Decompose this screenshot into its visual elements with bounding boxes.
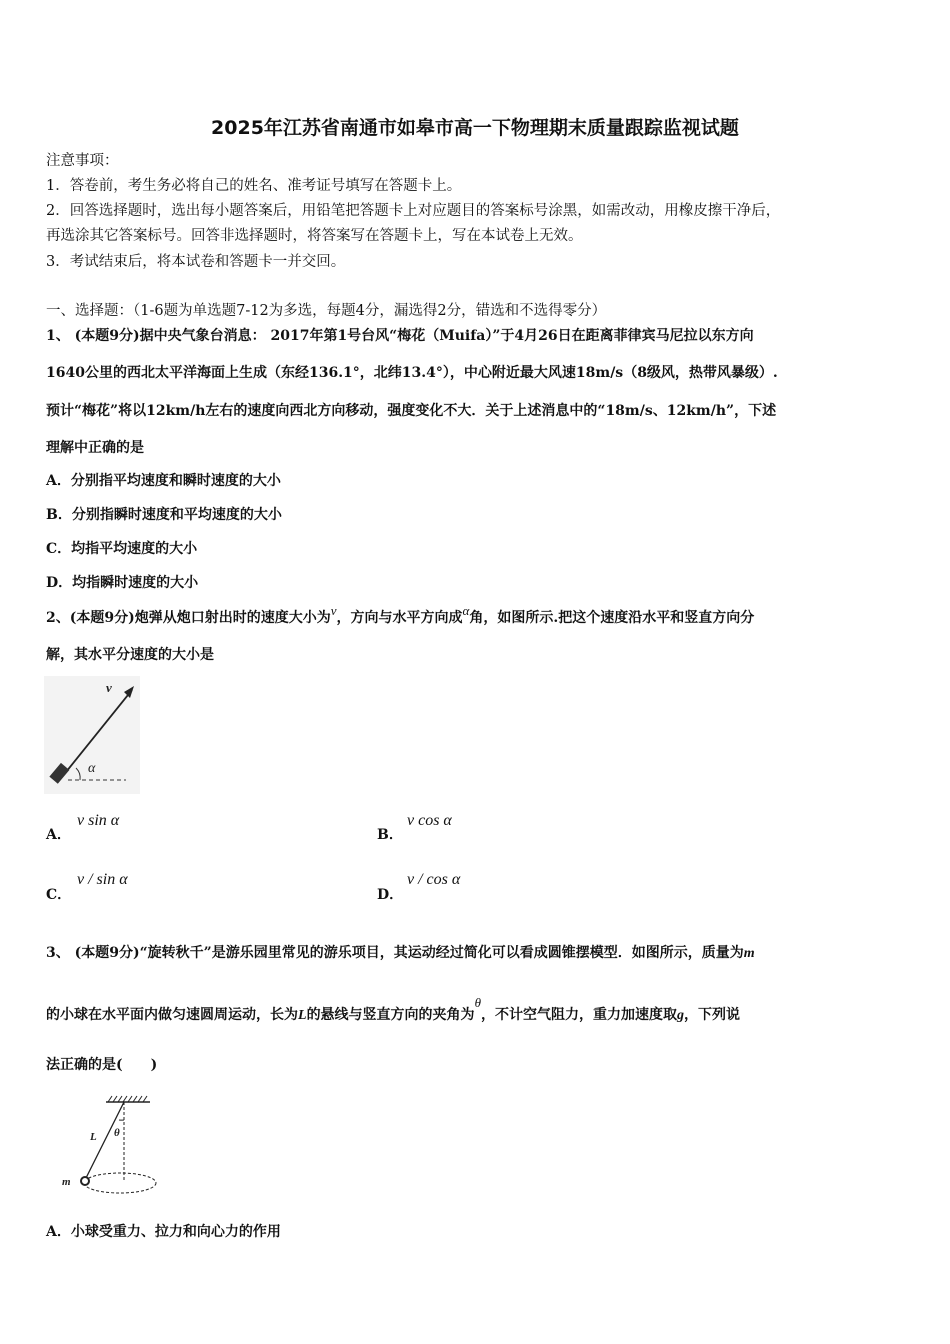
q2-var-v: v — [330, 603, 337, 618]
q2-option-a-label: A． — [46, 827, 71, 843]
q2-line1-a: 2、(本题9分)炮弹从炮口射出时的速度大小为 — [46, 610, 331, 626]
q3-line2-a: 的小球在水平面内做匀速圆周运动，长为 — [46, 1007, 298, 1023]
q1-line2: 1640公里的西北太平洋海面上生成（东经136.1°，北纬13.4°），中心附近最大风速18m/s（8级风，热带风暴级）. — [46, 365, 778, 381]
notes-heading: 注意事项： — [46, 153, 119, 169]
pendulum-figure-theta-label: θ — [114, 1127, 120, 1139]
q3-line2 — [46, 995, 740, 1025]
pendulum-figure-m-label: m — [62, 1176, 71, 1188]
q2-line2: 解，其水平分速度的大小是 — [46, 647, 214, 663]
note-2a: 2．回答选择题时，选出每小题答案后，用铅笔把答题卡上对应题目的答案标号涂黑，如需改动，用橡皮擦干净后， — [46, 203, 781, 219]
note-3: 3．考试结束后，将本试卷和答题卡一并交回。 — [46, 254, 346, 270]
q3-line1-a: 3、 (本题9分)“旋转秋千”是游乐园里常见的游乐项目，其运动经过简化可以看成圆锥摆模型．如图所示，质量为 — [46, 945, 744, 961]
q2-line1-c: 角，如图所示.把这个速度沿水平和竖直方向分 — [469, 610, 755, 626]
q1-option-c: C．均指平均速度的大小 — [46, 541, 198, 557]
q3-var-m: m — [743, 946, 755, 961]
q2-var-alpha: α — [462, 603, 470, 618]
q3-var-L: L — [298, 1008, 307, 1023]
q3-var-g: g — [676, 1008, 684, 1023]
q1-line1: 1、 (本题9分)据中央气象台消息： 2017年第1号台风“梅花（Muifa）”于4月26日在距离菲律宾马尼拉以东方向 — [46, 328, 754, 344]
q1-line3: 预计“梅花”将以12km/h左右的速度向西北方向移动，强度变化不大．关于上述消息中的“18m/s、12km/h”，下述 — [46, 403, 777, 419]
q2-option-b-label: B． — [377, 827, 403, 843]
q1-option-b: B．分别指瞬时速度和平均速度的大小 — [46, 507, 282, 523]
q3-line1 — [46, 944, 755, 963]
cannon-figure-alpha-label: α — [88, 761, 96, 776]
q2-line1-b: ，方向与水平方向成 — [336, 610, 463, 626]
q1-line4: 理解中正确的是 — [46, 440, 144, 456]
q3-line2-b: 的悬线与竖直方向的夹角为 — [306, 1007, 475, 1023]
q3-line3: 法正确的是( ) — [46, 1057, 158, 1073]
note-1: 1．答卷前，考生务必将自己的姓名、准考证号填写在答题卡上。 — [46, 178, 462, 194]
q2-option-b-formula: v cos α — [407, 812, 452, 829]
q2-option-a-formula: v sin α — [77, 812, 120, 829]
pendulum-figure-L-label: L — [90, 1131, 97, 1143]
q2-option-d-label: D． — [377, 887, 404, 903]
page-title: 2025年江苏省南通市如皋市高一下物理期末质量跟踪监视试题 — [211, 117, 739, 139]
q2-option-d-formula: v / cos α — [407, 871, 461, 888]
q3-line2-d: ，下列说 — [683, 1007, 740, 1023]
q2-option-c-label: C． — [46, 887, 72, 903]
q1-option-d: D．均指瞬时速度的大小 — [46, 575, 199, 591]
q3-var-theta: θ — [474, 995, 481, 1010]
note-2b: 再选涂其它答案标号。回答非选择题时，将答案写在答题卡上，写在本试卷上无效。 — [46, 228, 583, 244]
q1-option-a: A．分别指平均速度和瞬时速度的大小 — [46, 473, 281, 489]
q3-option-a: A．小球受重力、拉力和向心力的作用 — [46, 1224, 281, 1240]
conical-pendulum-figure — [58, 1092, 162, 1202]
q3-line2-c: ，不计空气阻力，重力加速度取 — [480, 1007, 677, 1023]
section-heading: 一、选择题：（1-6题为单选题7-12为多选，每题4分，漏选得2分，错选和不选得零分） — [46, 303, 607, 319]
q2-option-c-formula: v / sin α — [77, 871, 128, 888]
q2-line1 — [46, 603, 755, 627]
cannon-figure — [44, 676, 140, 794]
cannon-figure-v-label: v — [106, 680, 112, 695]
